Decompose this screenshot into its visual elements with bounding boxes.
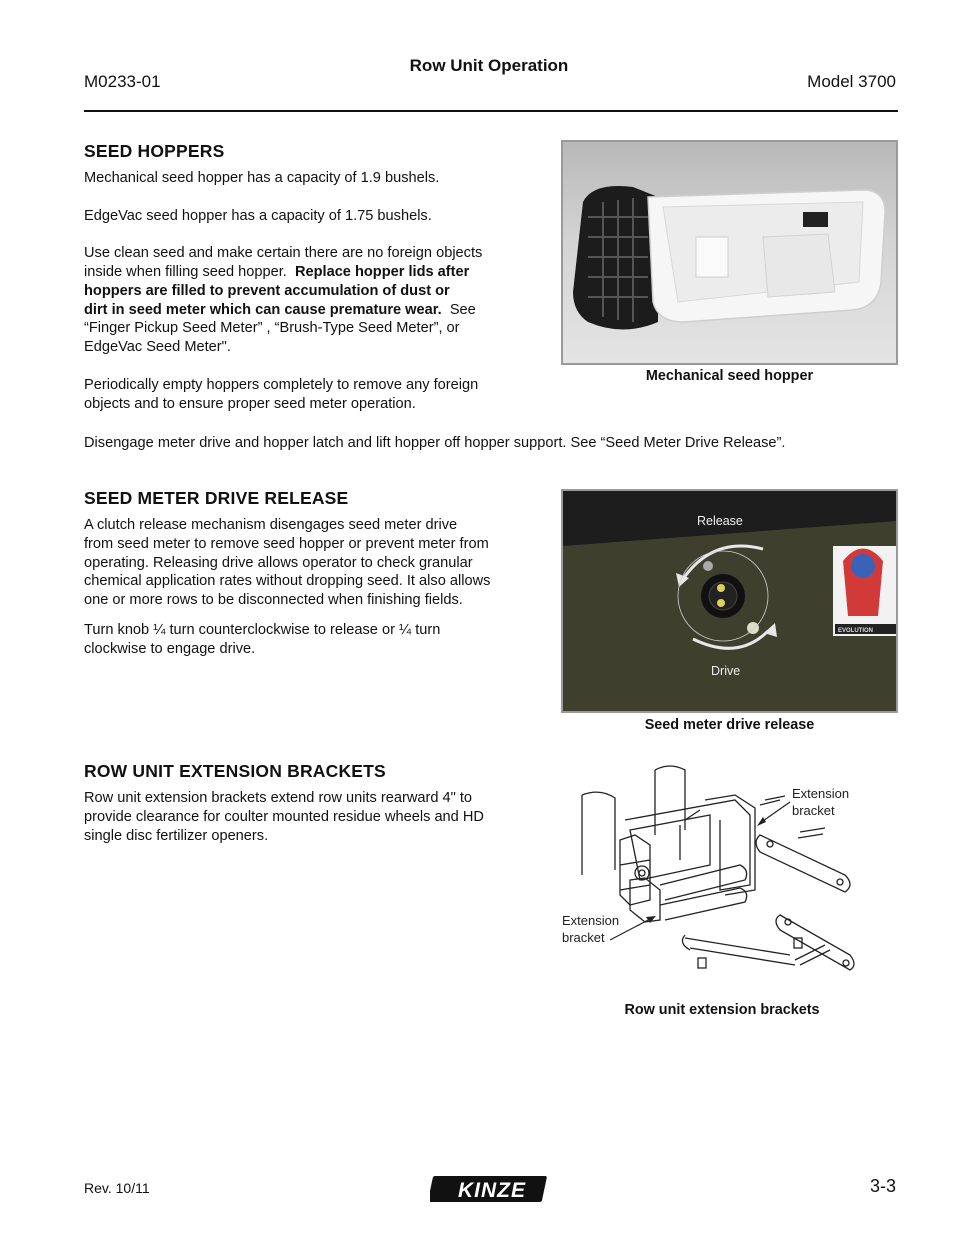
seed-hopper-image bbox=[563, 142, 896, 363]
hopper-capacity-edgevac: EdgeVac seed hopper has a capacity of 1.75 bushels. bbox=[84, 207, 432, 224]
seed-hopper-photo bbox=[561, 140, 898, 365]
kinze-logo bbox=[430, 1172, 552, 1206]
extension-brackets-diagram bbox=[560, 760, 870, 990]
release-label: Release bbox=[697, 514, 743, 528]
evolution-decal-text: EVOLUTION bbox=[838, 628, 874, 634]
document-number: M0233-01 bbox=[84, 72, 161, 91]
hopper-capacity-mechanical: Mechanical seed hopper has a capacity of 1.9 bushels. bbox=[84, 170, 440, 186]
row-unit-extension-brackets-heading: ROW UNIT EXTENSION BRACKETS bbox=[84, 761, 386, 781]
disengage-paragraph: Disengage meter drive and hopper latch and lift hopper off hopper support. See “Seed Meter Drive Release”. bbox=[84, 435, 786, 451]
seed-hoppers-heading: SEED HOPPERS bbox=[84, 141, 225, 161]
clutch-release-paragraph: A clutch release mechanism disengages seed meter drive from seed meter to remove seed hopper or prevent meter from operating. Releasing drive allows operator to check granular chemical application rates without dropping seed. It also allows one or more rows to be disconnected when finishing fields. bbox=[84, 517, 491, 609]
revision-label: Rev. 10/11 bbox=[84, 1180, 150, 1196]
svg-text:KINZE: KINZE bbox=[458, 1179, 526, 1202]
extension-brackets-paragraph: Row unit extension brackets extend row units rearward 4" to provide clearance for coulter mounted residue wheels and HD single disc fertilizer openers. bbox=[84, 790, 484, 844]
header-rule bbox=[84, 110, 898, 112]
seed-meter-drive-release-heading: SEED METER DRIVE RELEASE bbox=[84, 488, 349, 508]
drive-release-text bbox=[84, 516, 544, 677]
kinze-logo-mark bbox=[430, 1172, 552, 1206]
drive-release-photo bbox=[561, 489, 898, 713]
clean-seed-paragraph: Use clean seed and make certain there are no foreign objects inside when filling seed hopper. Replace hopper lids after hoppers are filled to prevent accumulation of dust or dirt in seed meter which can cause premature wear. See “Finger Pickup Seed Meter” , “Brush-Type Seed Meter”, or EdgeVac Seed Meter". bbox=[84, 245, 483, 356]
empty-hoppers-paragraph: Periodically empty hoppers completely to remove any foreign objects and to ensure proper seed meter operation. bbox=[84, 376, 479, 412]
seed-hoppers-text bbox=[84, 169, 534, 432]
seed-hopper-caption: Mechanical seed hopper bbox=[645, 368, 814, 384]
extension-brackets-text bbox=[84, 789, 544, 864]
page-number: 3-3 bbox=[869, 1176, 896, 1196]
section-title: Row Unit Operation bbox=[409, 56, 569, 75]
model-name: Model 3700 bbox=[807, 72, 896, 91]
turn-knob-paragraph: Turn knob ¼ turn counterclockwise to release or ¼ turn clockwise to engage drive. bbox=[84, 621, 441, 657]
lid-warning-bold: Replace hopper lids after bbox=[294, 263, 470, 280]
extension-bracket-left-label: Extension bracket bbox=[562, 913, 620, 945]
drive-release-caption: Seed meter drive release bbox=[644, 717, 815, 733]
extension-brackets-caption: Row unit extension brackets bbox=[624, 1002, 820, 1018]
extension-bracket-top-label: Extension bracket bbox=[792, 786, 850, 818]
drive-label: Drive bbox=[711, 664, 741, 678]
